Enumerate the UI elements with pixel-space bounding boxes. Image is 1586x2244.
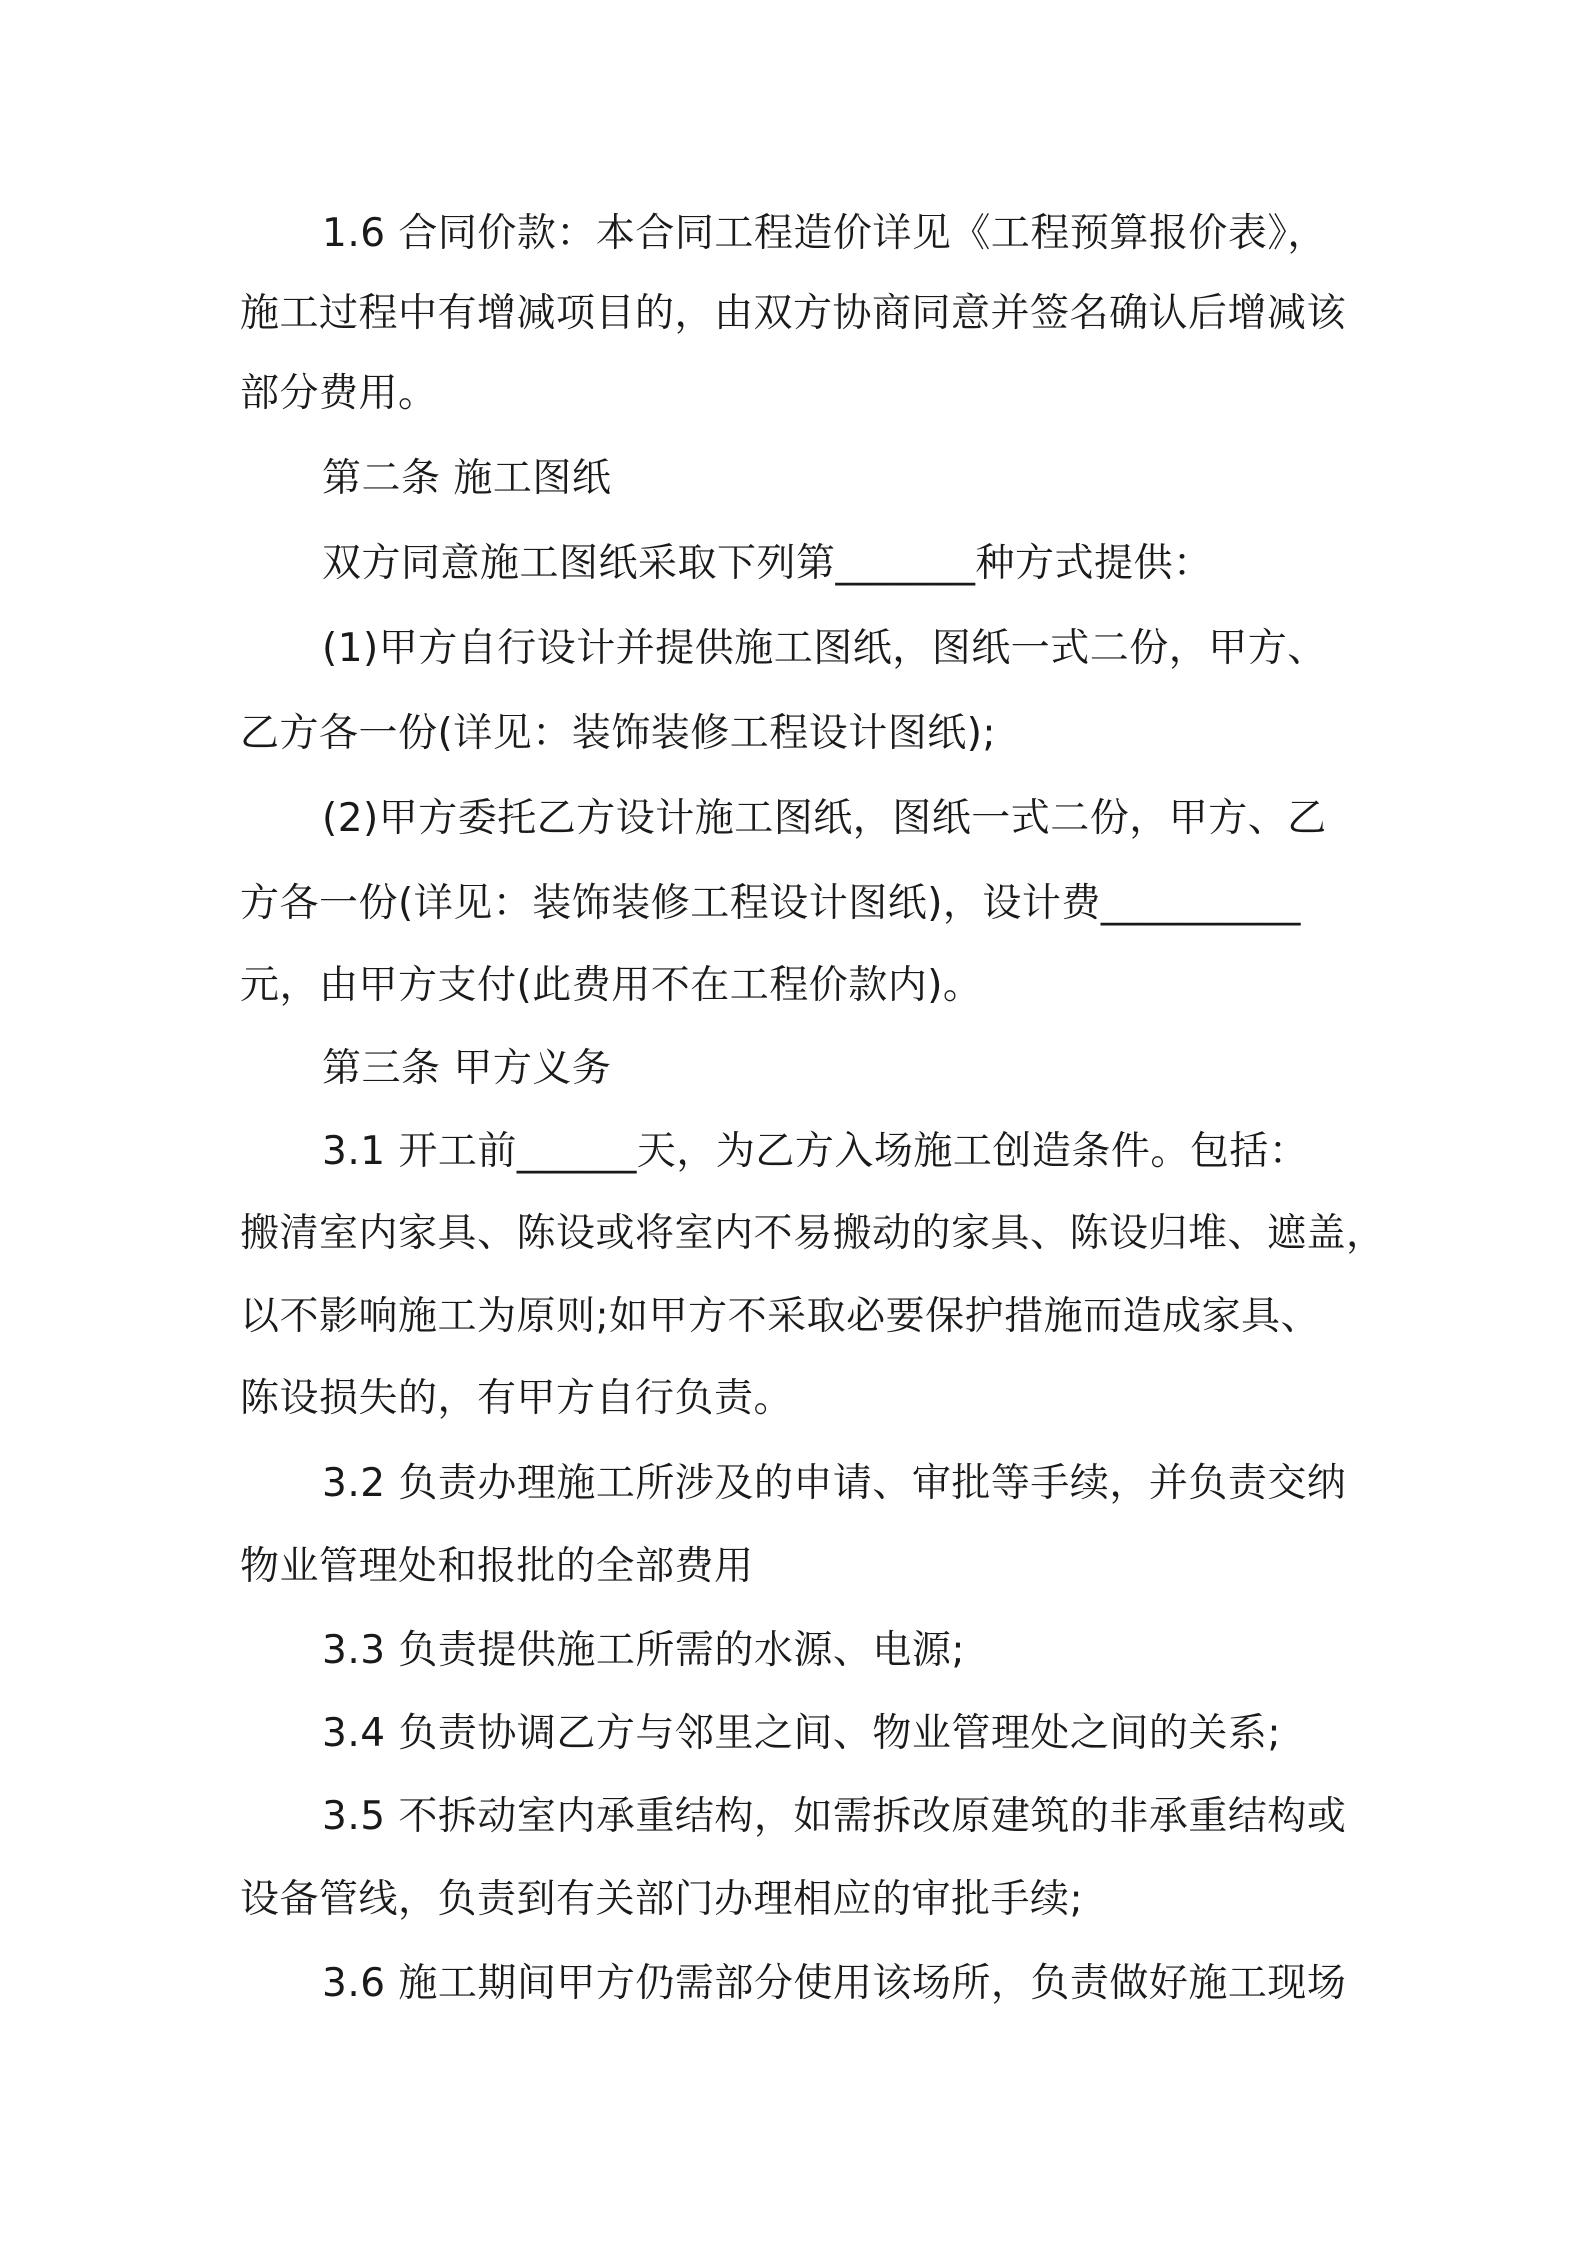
text-line: 双方同意施工图纸采取下列第_______种方式提供： bbox=[322, 541, 1213, 586]
text-line: 设备管线，负责到有关部门办理相应的审批手续; bbox=[240, 1877, 1084, 1922]
text-line: 物业管理处和报批的全部费用 bbox=[240, 1544, 754, 1589]
text-line: 3.5 不拆动室内承重结构，如需拆改原建筑的非承重结构或 bbox=[322, 1794, 1347, 1839]
text-line: 3.4 负责协调乙方与邻里之间、物业管理处之间的关系; bbox=[322, 1711, 1282, 1756]
section-heading: 第二条 施工图纸 bbox=[322, 456, 612, 501]
section-heading: 第三条 甲方义务 bbox=[322, 1046, 612, 1091]
text-line: (2)甲方委托乙方设计施工图纸，图纸一式二份，甲方、乙 bbox=[322, 796, 1327, 841]
text-line: 方各一份(详见：装饰装修工程设计图纸)，设计费__________ bbox=[240, 881, 1301, 926]
text-line: 施工过程中有增减项目的，由双方协商同意并签名确认后增减该 bbox=[240, 291, 1347, 336]
text-line: 乙方各一份(详见：装饰装修工程设计图纸); bbox=[240, 711, 997, 756]
text-line: 陈设损失的，有甲方自行负责。 bbox=[240, 1376, 794, 1421]
text-line: 部分费用。 bbox=[240, 371, 438, 416]
text-line: 1.6 合同价款：本合同工程造价详见《工程预算报价表》， bbox=[322, 211, 1327, 256]
text-line: 搬清室内家具、陈设或将室内不易搬动的家具、陈设归堆、遮盖， bbox=[240, 1211, 1386, 1256]
text-line: 以不影响施工为原则;如甲方不采取必要保护措施而造成家具、 bbox=[240, 1294, 1321, 1339]
text-line: 3.2 负责办理施工所涉及的申请、审批等手续，并负责交纳 bbox=[322, 1461, 1347, 1506]
text-line: 3.3 负责提供施工所需的水源、电源; bbox=[322, 1628, 966, 1673]
text-line: 元，由甲方支付(此费用不在工程价款内)。 bbox=[240, 963, 983, 1008]
text-line: (1)甲方自行设计并提供施工图纸，图纸一式二份，甲方、 bbox=[322, 626, 1327, 671]
text-line: 3.6 施工期间甲方仍需部分使用该场所，负责做好施工现场 bbox=[322, 1961, 1347, 2006]
text-line: 3.1 开工前______天，为乙方入场施工创造条件。包括： bbox=[322, 1129, 1309, 1174]
